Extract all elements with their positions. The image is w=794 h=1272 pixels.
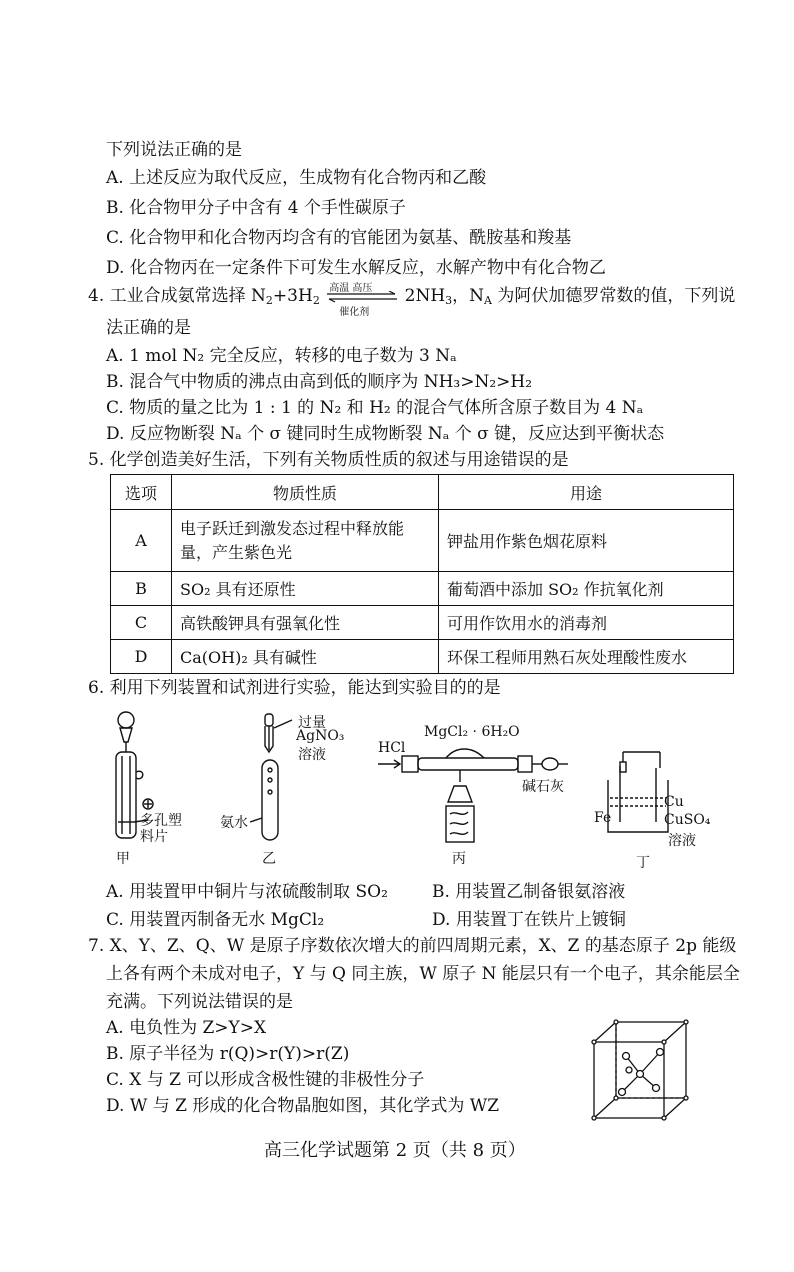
apparatus-yi (250, 714, 292, 840)
table-row: D Ca(OH)₂ 具有碱性 环保工程师用熟石灰处理酸性废水 (111, 640, 734, 674)
q5-stem: 5. 化学创造美好生活，下列有关物质性质的叙述与用途错误的是 (88, 450, 569, 470)
q4-option-c: C. 物质的量之比为 1 : 1 的 N₂ 和 H₂ 的混合气体所含原子数目为 4 Nₐ (106, 398, 644, 418)
bing-hcl-label: HCl (378, 740, 406, 756)
q6-option-c: C. 用装置丙制备无水 MgCl₂ (106, 910, 325, 930)
crystal-cell-figure (586, 1016, 696, 1126)
ding-solution-label: 溶液 (668, 833, 696, 849)
table-row: C 高铁酸钾具有强氧化性 可用作饮用水的消毒剂 (111, 606, 734, 640)
q3-stem: 下列说法正确的是 (106, 140, 242, 160)
yi-reagent-3: 溶液 (298, 747, 326, 763)
jia-label: 甲 (116, 851, 130, 867)
q4-stem: 4. 工业合成氨常选择 $N_2+3H_2$ 高温 高压 催化剂 $2NH_3$，$N_A$ 为阿伏加德罗常数的值，下列说 (88, 282, 736, 318)
q3-option-a: A. 上述反应为取代反应，生成物有化合物丙和乙酸 (106, 168, 487, 188)
q7-option-b: B. 原子半径为 r(Q)>r(Y)>r(Z) (106, 1044, 350, 1064)
page-footer: 高三化学试题第 2 页（共 8 页） (264, 1140, 526, 1161)
jia-plate-label-2: 料片 (140, 829, 168, 845)
bing-label: 丙 (452, 851, 466, 867)
q4-stem-line2: 法正确的是 (106, 318, 191, 338)
yi-label: 乙 (262, 851, 276, 867)
ding-label: 丁 (636, 855, 650, 871)
apparatus-ding (608, 752, 668, 832)
q6-option-a: A. 用装置甲中铜片与浓硫酸制取 SO₂ (106, 882, 388, 902)
yi-reagent-2: AgNO₃ (296, 728, 345, 744)
q4-option-b: B. 混合气中物质的沸点由高到低的顺序为 NH₃>N₂>H₂ (106, 372, 533, 392)
equilibrium-arrow: 高温 高压 催化剂 (325, 285, 399, 309)
header-use: 用途 (439, 475, 734, 510)
yi-reagent-1: 过量 (298, 715, 326, 731)
q4-number: 4. (88, 286, 105, 306)
q7-stem-line3: 充满。下列说法错误的是 (106, 992, 293, 1012)
header-property: 物质性质 (172, 475, 439, 510)
ding-cu-label: Cu (664, 794, 684, 810)
q6-option-b: B. 用装置乙制备银氨溶液 (432, 882, 626, 902)
jia-plate-label-1: 多孔塑 (140, 813, 182, 829)
q7-option-a: A. 电负性为 Z>Y>X (106, 1018, 267, 1038)
q6-option-d: D. 用装置丁在铁片上镀铜 (432, 910, 626, 930)
q7-stem-line1: 7. X、Y、Z、Q、W 是原子序数依次增大的前四周期元素，X、Z 的基态原子 2p 能级 (88, 936, 737, 956)
apparatus-figures (100, 706, 720, 866)
yi-ammonia-label: 氨水 (220, 815, 248, 831)
q7-option-c: C. X 与 Z 可以形成含极性键的非极性分子 (106, 1070, 425, 1090)
ding-cuso4-label: CuSO₄ (664, 812, 711, 828)
q3-option-c: C. 化合物甲和化合物丙均含有的官能团为氨基、酰胺基和羧基 (106, 228, 572, 248)
table-row: B SO₂ 具有还原性 葡萄酒中添加 SO₂ 作抗氧化剂 (111, 572, 734, 606)
table-header-row (111, 475, 734, 510)
q6-stem: 6. 利用下列装置和试剂进行实验，能达到实验目的的是 (88, 678, 501, 698)
q3-option-b: B. 化合物甲分子中含有 4 个手性碳原子 (106, 198, 406, 218)
q4-option-d: D. 反应物断裂 Nₐ 个 σ 键同时生成物断裂 Nₐ 个 σ 键，反应达到平衡状态 (106, 424, 665, 444)
q4-option-a: A. 1 mol N₂ 完全反应，转移的电子数为 3 Nₐ (106, 346, 457, 366)
bing-mgcl2-label: MgCl₂ · 6H₂O (424, 724, 520, 740)
table-row: A 电子跃迁到激发态过程中释放能量，产生紫色光 钾盐用作紫色烟花原料 (111, 510, 734, 572)
q3-option-d: D. 化合物丙在一定条件下可发生水解反应，水解产物中有化合物乙 (106, 258, 606, 278)
header-option: 选项 (111, 475, 172, 510)
q7-stem-line2: 上各有两个未成对电子，Y 与 Q 同主族，W 原子 N 能层只有一个电子，其余能层全 (106, 964, 740, 984)
bing-lime-label: 碱石灰 (522, 779, 564, 795)
ding-fe-label: Fe (594, 810, 612, 826)
q7-option-d: D. W 与 Z 形成的化合物晶胞如图，其化学式为 WZ (106, 1096, 500, 1116)
q5-table (110, 474, 734, 674)
